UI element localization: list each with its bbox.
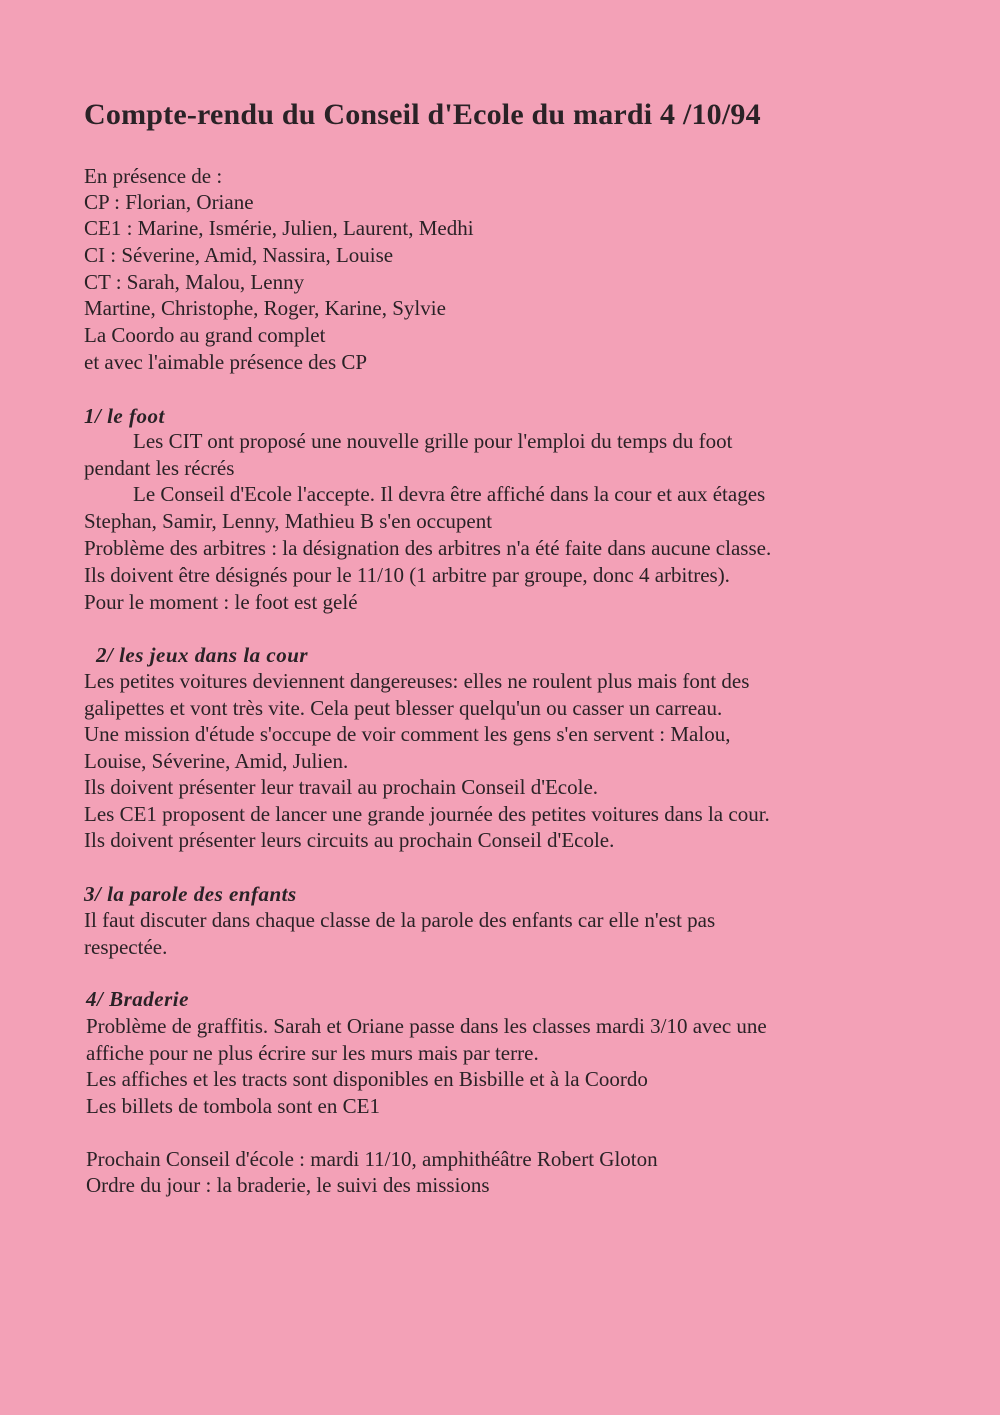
attendance-line: Martine, Christophe, Roger, Karine, Sylvie: [84, 296, 446, 320]
attendance-line: La Coordo au grand complet: [84, 323, 326, 347]
attendance-line: En présence de :: [84, 164, 223, 188]
section-line: Les CE1 proposent de lancer une grande journée des petites voitures dans la cour.: [84, 802, 770, 826]
section-line: Stephan, Samir, Lenny, Mathieu B s'en occupent: [84, 509, 493, 533]
attendance-line: et avec l'aimable présence des CP: [84, 350, 368, 374]
section-line: Les affiches et les tracts sont disponibles en Bisbille et à la Coordo: [86, 1067, 648, 1091]
section-line: Une mission d'étude s'occupe de voir comment les gens s'en servent : Malou,: [84, 722, 731, 746]
section-heading-braderie: 4/ Braderie: [86, 987, 189, 1011]
section-line: Louise, Séverine, Amid, Julien.: [84, 749, 349, 773]
section-line: pendant les récrés: [84, 456, 235, 480]
section-line: galipettes et vont très vite. Cela peut blesser quelqu'un ou casser un carreau.: [84, 696, 723, 720]
section-line: Problème des arbitres : la désignation des arbitres n'a été faite dans aucune classe.: [84, 536, 772, 560]
section-line: affiche pour ne plus écrire sur les murs mais par terre.: [86, 1041, 539, 1065]
section-line: Problème de graffitis. Sarah et Oriane passe dans les classes mardi 3/10 avec une: [86, 1014, 767, 1038]
section-line: Les billets de tombola sont en CE1: [86, 1094, 380, 1118]
section-line: Les CIT ont proposé une nouvelle grille pour l'emploi du temps du foot: [133, 429, 733, 453]
page-title: Compte-rendu du Conseil d'Ecole du mardi 4 /10/94: [84, 98, 761, 131]
next-meeting-line: Prochain Conseil d'école : mardi 11/10, amphithéâtre Robert Gloton: [86, 1147, 658, 1171]
agenda-line: Ordre du jour : la braderie, le suivi des missions: [86, 1173, 490, 1197]
section-line: Ils doivent être désignés pour le 11/10 (1 arbitre par groupe, donc 4 arbitres).: [84, 563, 730, 587]
section-line: Il faut discuter dans chaque classe de la parole des enfants car elle n'est pas: [84, 908, 716, 932]
section-line: respectée.: [84, 935, 168, 959]
section-line: Le Conseil d'Ecole l'accepte. Il devra être affiché dans la cour et aux étages: [133, 482, 766, 506]
attendance-line: CE1 : Marine, Ismérie, Julien, Laurent, Medhi: [84, 216, 474, 240]
attendance-line: CI : Séverine, Amid, Nassira, Louise: [84, 243, 394, 267]
attendance-line: CT : Sarah, Malou, Lenny: [84, 270, 305, 294]
section-line: Les petites voitures deviennent dangereuses: elles ne roulent plus mais font des: [84, 669, 750, 693]
section-line: Pour le moment : le foot est gelé: [84, 590, 358, 614]
section-heading-parole: 3/ la parole des enfants: [84, 882, 297, 906]
section-line: Ils doivent présenter leurs circuits au prochain Conseil d'Ecole.: [84, 828, 615, 852]
section-heading-foot: 1/ le foot: [84, 404, 165, 428]
section-heading-jeux: 2/ les jeux dans la cour: [96, 643, 309, 667]
section-line: Ils doivent présenter leur travail au prochain Conseil d'Ecole.: [84, 775, 599, 799]
attendance-line: CP : Florian, Oriane: [84, 190, 254, 214]
